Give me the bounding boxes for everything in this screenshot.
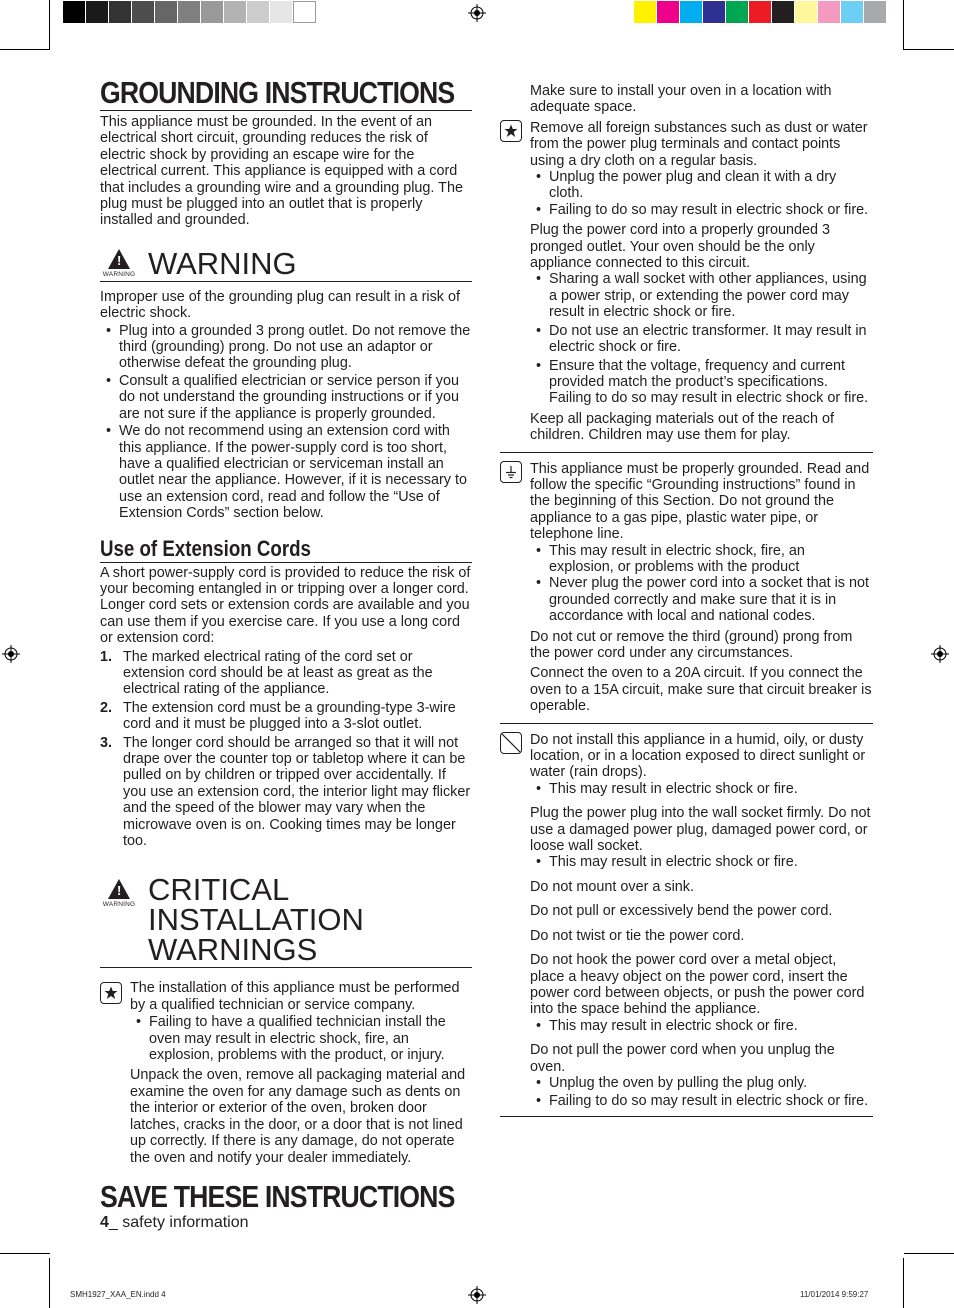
right-column	[500, 83, 873, 1117]
list-item: • Sharing a wall socket with other appliances, using a power strip, or extending the power cord may result in electric shock or fire.	[530, 271, 873, 320]
gray-swatch	[247, 1, 270, 23]
list-item: • Do not use an electric transformer. It may result in electric shock or fire.	[530, 323, 873, 356]
list-item: • This may result in electric shock or fire.	[530, 1018, 873, 1034]
list-item: • Plug into a grounded 3 prong outlet. Do not remove the third (grounding) prong. Do not use an adaptor or otherwise defeat the grounding plug.	[100, 323, 472, 372]
prohibit-p1: Do not install this appliance in a humid, oily, or dusty location, or in a location exposed to direct sunlight or water (rain drops).	[530, 731, 866, 781]
extension-heading	[100, 536, 472, 563]
registration-mark-icon	[2, 645, 20, 663]
color-swatch	[703, 1, 726, 23]
prohibit-p3: Do not mount over a sink.	[530, 878, 694, 895]
color-swatch	[841, 1, 864, 23]
prohibit-p2: Plug the power plug into the wall socket firmly. Do not use a damaged power plug, damaged power cord, or loose wall socket.	[530, 805, 871, 855]
install-p0: Make sure to install your oven in a location with adequate space.	[530, 83, 832, 116]
critical-p1: The installation of this appliance must be performed by a qualified technician or service company.	[130, 980, 460, 1013]
crop-mark	[0, 49, 50, 50]
gray-swatch	[155, 1, 178, 23]
list-item: • Ensure that the voltage, frequency and current provided match the product’s specifications. Failing to do so may result in electric shock or fire.	[530, 358, 873, 407]
gray-swatch	[270, 1, 293, 23]
grounding-text: This appliance must be grounded. In the event of an electrical short circuit, grounding reduces the risk of electric shock by providing an escape wire for the electrical current. This appliance is equipped with a cord that includes a grounding wire and a grounding plug. The plug must be plugged into an outlet that is properly installed and grounded.	[100, 114, 463, 229]
crop-mark	[904, 1253, 954, 1254]
warning-title: WARNING	[148, 245, 297, 281]
registration-mark-icon	[468, 4, 486, 22]
warning-triangle-icon: ! WARNING	[100, 879, 138, 908]
gray-swatch	[86, 1, 109, 23]
list-item: 2. The extension cord must be a grounding-type 3-wire cord and it must be plugged into a 3-slot outlet.	[100, 699, 456, 733]
warning-intro: Improper use of the grounding plug can result in a risk of electric shock.	[100, 288, 460, 322]
gray-swatch	[293, 1, 316, 23]
gray-swatch	[178, 1, 201, 23]
critical-heading	[100, 872, 472, 968]
ground-section	[500, 453, 873, 724]
list-item: 1. The marked electrical rating of the cord set or extension cord should be at least as great as the electrical rating of the appliance.	[100, 648, 433, 698]
print-date: 11/01/2014 9:59:27	[800, 1290, 869, 1299]
color-swatch	[864, 1, 887, 23]
crop-mark	[904, 49, 954, 50]
extension-title: Use of Extension Cords	[100, 535, 311, 561]
list-item: • Failing to have a qualified technician install the oven may result in electric shock, fire, an explosion, problems with the product, or injury.	[130, 1014, 472, 1063]
color-swatch	[680, 1, 703, 23]
list-item: • Unplug the power plug and clean it with a dry cloth.	[530, 169, 873, 202]
color-swatch	[772, 1, 795, 23]
ground-icon	[500, 461, 522, 483]
list-item: • We do not recommend using an extension cord with this appliance. If the power-supply cord is too short, have a qualified electrician or serviceman install an outlet near the appliance. However, if it is necessary to use an extension cord, read and follow the “Use of Extension Cords” section below.	[100, 423, 472, 521]
list-item: • Consult a qualified electrician or service person if you do not understand the grounding instructions or if you are not sure if the appliance is properly grounded.	[100, 373, 472, 422]
crop-mark	[0, 1253, 50, 1254]
ground-p1: This appliance must be properly grounded. Read and follow the specific “Grounding instructions” found in the beginning of this Section. Do not ground the appliance to a gas pipe, plastic water pipe, or telephone line.	[530, 460, 870, 543]
page-footer: 4_ safety information	[100, 1213, 249, 1231]
prohibit-p6: Do not hook the power cord over a metal object, place a heavy object on the power cord, insert the power cord between objects, or push the power cord into the space behind the appliance.	[530, 952, 865, 1018]
star-icon	[500, 120, 522, 142]
list-item: • This may result in electric shock or fire.	[530, 854, 873, 870]
list-item: • Unplug the oven by pulling the plug only.	[530, 1075, 873, 1091]
list-item: 3. The longer cord should be arranged so that it will not drape over the counter top or tabletop where it can be pulled on by children or tripped over accidentally. If you use an extension cord, the interior light may flicker and the speed of the blower may vary when the microwave oven is on. Cooking times may be longer too.	[100, 734, 471, 850]
list-item: • Failing to do so may result in electric shock or fire.	[530, 202, 873, 218]
registration-mark-icon	[468, 1286, 486, 1304]
grounding-section	[100, 76, 472, 111]
color-swatch	[634, 1, 657, 23]
warning-heading	[100, 245, 472, 282]
warning-triangle-icon: ! WARNING	[100, 249, 138, 278]
list-item: • Never plug the power cord into a socket that is not grounded correctly and make sure that it is in accordance with local and national codes.	[530, 575, 873, 624]
crop-mark	[49, 0, 50, 50]
left-column	[100, 76, 472, 1232]
ground-p2: Do not cut or remove the third (ground) prong from the power cord under any circumstances.	[530, 628, 853, 661]
grayscale-color-bar	[63, 1, 316, 23]
color-swatch	[818, 1, 841, 23]
file-slug: SMH1927_XAA_EN.indd 4	[70, 1290, 166, 1299]
gray-swatch	[201, 1, 224, 23]
gray-swatch	[224, 1, 247, 23]
crop-mark	[49, 1258, 50, 1308]
gray-swatch	[132, 1, 155, 23]
list-item: • Failing to do so may result in electric shock or fire.	[530, 1093, 873, 1109]
prohibited-icon	[500, 732, 522, 754]
install-p2: Plug the power cord into a properly grounded 3 pronged outlet. Your oven should be the only appliance connected to this circuit.	[530, 222, 830, 272]
gray-swatch	[109, 1, 132, 23]
install-p1: Remove all foreign substances such as dust or water from the power plug terminals and contact points using a dry cloth on a regular basis.	[530, 119, 868, 169]
critical-p2: Unpack the oven, remove all packaging material and examine the oven for any damage such as dents on the interior or exterior of the oven, broken door latches, cracks in the door, or a door that is not lined up correctly. If there is any damage, do not operate the oven and notify your dealer immediately.	[130, 1067, 466, 1166]
save-instructions-title: SAVE THESE INSTRUCTIONS	[100, 1178, 455, 1214]
color-swatch	[726, 1, 749, 23]
ground-p3: Connect the oven to a 20A circuit. If you connect the oven to a 15A circuit, make sure that circuit breaker is operable.	[530, 665, 872, 715]
list-item: • This may result in electric shock or fire.	[530, 781, 873, 797]
prohibit-p5: Do not twist or tie the power cord.	[530, 927, 745, 944]
install-p3: Keep all packaging materials out of the reach of children. Children may use them for play.	[530, 410, 834, 444]
star-icon	[100, 982, 122, 1004]
prohibit-p4: Do not pull or excessively bend the power cord.	[530, 903, 833, 920]
crop-mark	[903, 0, 904, 50]
process-color-bar	[634, 1, 887, 23]
gray-swatch	[63, 1, 86, 23]
color-swatch	[749, 1, 772, 23]
prohibit-section	[500, 724, 873, 1117]
crop-mark	[903, 1258, 904, 1308]
color-swatch	[795, 1, 818, 23]
grounding-title: GROUNDING INSTRUCTIONS	[100, 75, 455, 110]
list-item: • This may result in electric shock, fire, an explosion, or problems with the product	[530, 543, 873, 576]
prohibit-p7: Do not pull the power cord when you unplug the oven.	[530, 1042, 835, 1075]
critical-block	[100, 980, 472, 1165]
registration-mark-icon	[931, 645, 949, 663]
color-swatch	[657, 1, 680, 23]
critical-title: CRITICAL INSTALLATION WARNINGS	[148, 872, 364, 968]
extension-intro: A short power-supply cord is provided to reduce the risk of your becoming entangled in or tripping over a longer cord. Longer cord sets or extension cords are available and you can use them if you exercise care. If you use a long cord or extension cord:	[100, 564, 471, 647]
install-section	[500, 83, 873, 453]
